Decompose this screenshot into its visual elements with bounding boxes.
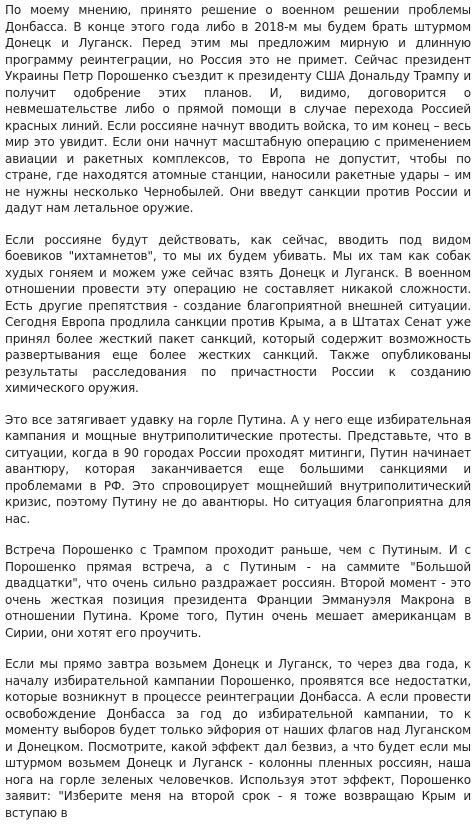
article-paragraph-3: Это все затягивает удавку на горле Путина. А у него еще избирательная кампания и мощные внутриполитические протесты. Представьте, что в ситуации, когда в 90 городах России проходят митинги, Путин начинает авантюру, которая заканчивается еще большими санкциями и проблемами в РФ. Это спровоцирует мощнейший внутриполитический кризис, поэтому Путину не до авантюры. Но ситуация благоприятна для нас. <box>5 412 471 526</box>
article-body <box>5 0 471 836</box>
article-paragraph-4: Встреча Порошенко с Трампом проходит раньше, чем с Путиным. И с Порошенко прямая встреча, а с Путиным - на саммите "Большой двадцатки", что очень сильно раздражает россиян. Второй момент - это очень жесткая позиция президента Франции Эммануэля Макрона в отношении Путина. Кроме того, Путин очень мешает американцам в Сирии, они хотят его проучить. <box>5 543 471 640</box>
article-paragraph-1: По моему мнению, принято решение о военном решении проблемы Донбасса. В конце этого года либо в 2018-м мы будем брать штурмом Донецк и Луганск. Перед этим мы предложим мирную и длинную программу реинтеграции, но Россия это не примет. Сейчас президент Украины Петр Порошенко съездит к президенту США Дональду Трампу и получит одобрение этих планов. И, видимо, договорится о невмешательстве либо о прямой помощи в случае перехода Россией красных линий. Если россияне начнут вводить войска, то им конец – весь мир это увидит. Если они начнут масштабную операцию с применением авиации и ракетных комплексов, то Европа не допустит, чтобы по стране, где находятся атомные станции, наносили ракетные удары – им не нужны несколько Чернобылей. Они введут санкции против России и дадут нам летальное оружие. <box>5 3 471 215</box>
article-paragraph-2: Если россияне будут действовать, как сейчас, вводить под видом боевиков "ихтамнетов", то мы их будем убивать. Мы их там как собак худых гоняем и можем уже сейчас взять Донецк и Луганск. В военном отношении провести эту операцию не составляет никакой сложности. Есть другие препятствия - создание благоприятной внешней ситуации. Сегодня Европа продлила санкции против Крыма, а в Штатах Сенат уже принял более жесткий пакет санкций, который содержит возможность развертывания еще более жестких санкций. Также опубликованы результаты расследования по причастности России к созданию химического оружия. <box>5 232 471 395</box>
article-paragraph-5: Если мы прямо завтра возьмем Донецк и Луганск, то через два года, к началу избирательной кампании Порошенко, проявятся все недостатки, которые возникнут в процессе реинтеграции Донбасса. А если провести освобождение Донбасса за год до избирательной кампании, то к моменту выборов будет только эйфория от наших флагов над Луганском и Донецком. Посмотрите, какой эффект дал безвиз, а что будет если мы штурмом возьмем Донецк и Луганск - колонны пленных россиян, наша нога на горле зеленых человечков. Используя этот эффект, Порошенко заявит: "Изберите меня на второй срок - я тоже возвращаю Крым и вступаю в <box>5 657 471 820</box>
